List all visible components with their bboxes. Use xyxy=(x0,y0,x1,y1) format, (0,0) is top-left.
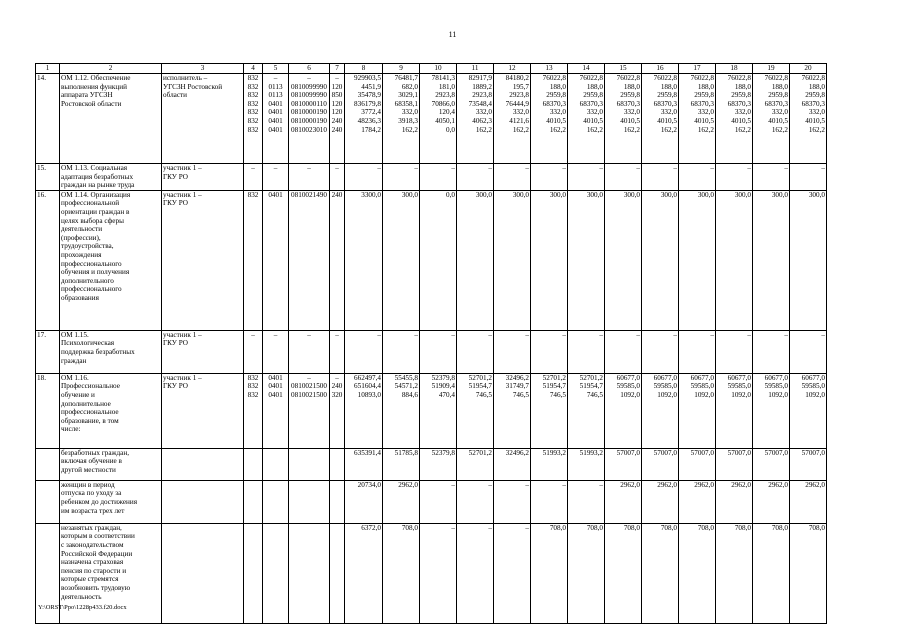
table-cell: – xyxy=(790,330,827,373)
table-cell: ОМ 1.16. Профессиональное обучение и дополнительное профессиональное образование, в том числе: xyxy=(60,373,162,448)
table-cell: – xyxy=(457,330,494,373)
table-cell: 300,0 xyxy=(753,190,790,330)
table-cell: 16. xyxy=(36,190,60,330)
table-cell xyxy=(36,480,60,523)
table-cell: 15. xyxy=(36,164,60,191)
table-cell: 2962,0 xyxy=(679,480,716,523)
table-cell: 832 xyxy=(244,190,263,330)
table-cell: – xyxy=(289,330,330,373)
column-header: 11 xyxy=(457,64,494,74)
table-cell: – xyxy=(568,164,605,191)
column-header: 8 xyxy=(345,64,383,74)
table-cell: 708,0 xyxy=(716,523,753,623)
table-cell xyxy=(36,448,60,480)
table-cell: ОМ 1.13. Социальная адаптация безработных граждан на рынке труда xyxy=(60,164,162,191)
table-cell: – xyxy=(420,480,457,523)
table-row xyxy=(36,74,827,164)
table-cell: 708,0 xyxy=(383,523,420,623)
table-cell: – xyxy=(568,480,605,523)
table-cell: – xyxy=(420,523,457,623)
table-cell xyxy=(162,523,244,623)
table-cell: 51785,8 xyxy=(383,448,420,480)
table-cell: 300,0 xyxy=(716,190,753,330)
table-row xyxy=(36,523,827,623)
table-cell: 52701,2 51954,7 746,5 xyxy=(531,373,568,448)
table-cell: – 0810021500 0810021500 xyxy=(289,373,330,448)
table-cell: – 120 850 120 120 240 240 xyxy=(330,74,345,164)
table-cell: 76022,8 188,0 2959,8 68370,3 332,0 4010,5 162,2 xyxy=(679,74,716,164)
table-cell: – 240 320 xyxy=(330,373,345,448)
table-cell: 51993,2 xyxy=(568,448,605,480)
table-cell: – xyxy=(383,164,420,191)
table-cell xyxy=(162,480,244,523)
table-cell: – xyxy=(330,164,345,191)
table-cell: – xyxy=(263,164,289,191)
table-cell: 2962,0 xyxy=(790,480,827,523)
table-row xyxy=(36,164,827,191)
table-cell: – xyxy=(679,330,716,373)
page-number: 11 xyxy=(448,30,457,39)
table-cell: 662497,4 651604,4 10893,0 xyxy=(345,373,383,448)
column-header: 16 xyxy=(642,64,679,74)
table-cell: 832 832 832 832 832 832 832 xyxy=(244,74,263,164)
table-cell xyxy=(330,480,345,523)
table-cell: исполнитель – УГСЗН Ростовской области xyxy=(162,74,244,164)
table-cell: ОМ 1.14. Организация профессиональной ориентации граждан в целях выбора сферы деятельности (профессии), трудоустройства, прохождения профессионального обучения и получения дополнительного профессионального образования xyxy=(60,190,162,330)
column-header: 7 xyxy=(330,64,345,74)
table-cell: – xyxy=(244,330,263,373)
table-cell xyxy=(330,523,345,623)
table-cell: – xyxy=(494,330,531,373)
table-cell: 60677,0 59585,0 1092,0 xyxy=(679,373,716,448)
table-cell: 20734,0 xyxy=(345,480,383,523)
table-cell: 708,0 xyxy=(568,523,605,623)
table-cell: 60677,0 59585,0 1092,0 xyxy=(753,373,790,448)
table-cell xyxy=(289,480,330,523)
column-header: 2 xyxy=(60,64,162,74)
table-cell: 76022,8 188,0 2959,8 68370,3 332,0 4010,5 162,2 xyxy=(605,74,642,164)
column-header: 17 xyxy=(679,64,716,74)
table-cell: 0401 0401 0401 xyxy=(263,373,289,448)
table-cell: – xyxy=(345,330,383,373)
table-cell: 635391,4 xyxy=(345,448,383,480)
table-cell: – xyxy=(642,164,679,191)
table-cell: 60677,0 59585,0 1092,0 xyxy=(642,373,679,448)
table-cell: – xyxy=(457,164,494,191)
table-cell: 708,0 xyxy=(605,523,642,623)
table-cell: 708,0 xyxy=(790,523,827,623)
table-cell: 76022,8 188,0 2959,8 68370,3 332,0 4010,5 162,2 xyxy=(531,74,568,164)
table-cell: – xyxy=(457,480,494,523)
table-cell: 18. xyxy=(36,373,60,448)
table-cell: ОМ 1.12. Обеспечение выполнения функций аппарата УГСЗН Ростовской области xyxy=(60,74,162,164)
table-cell: 52701,2 51954,7 746,5 xyxy=(568,373,605,448)
table-cell: 708,0 xyxy=(531,523,568,623)
table-cell: – xyxy=(494,523,531,623)
table-cell: 57007,0 xyxy=(679,448,716,480)
table-cell: 708,0 xyxy=(753,523,790,623)
table-cell: участник 1 – ГКУ РО xyxy=(162,164,244,191)
table-cell: 2962,0 xyxy=(383,480,420,523)
table-cell: – xyxy=(494,480,531,523)
table-cell: 708,0 xyxy=(679,523,716,623)
table-cell: 76481,7 682,0 3029,1 68358,1 332,0 3918,3 162,2 xyxy=(383,74,420,164)
table-cell: 52379,8 xyxy=(420,448,457,480)
table-cell: – xyxy=(244,164,263,191)
table-cell: 76022,8 188,0 2959,8 68370,3 332,0 4010,5 162,2 xyxy=(642,74,679,164)
table-cell: – xyxy=(716,330,753,373)
table-cell: 57007,0 xyxy=(716,448,753,480)
table-cell: 57007,0 xyxy=(642,448,679,480)
table-cell: 240 xyxy=(330,190,345,330)
file-path-footer: Y:\ORST\Ppo\1228p433.f20.docx xyxy=(38,604,127,611)
table-cell: ОМ 1.15. Психологическая поддержка безработных граждан xyxy=(60,330,162,373)
table-row xyxy=(36,480,827,523)
column-header: 9 xyxy=(383,64,420,74)
table-cell: 32496,2 31749,7 746,5 xyxy=(494,373,531,448)
table-cell xyxy=(244,523,263,623)
table-cell: 76022,8 188,0 2959,8 68370,3 332,0 4010,5 162,2 xyxy=(790,74,827,164)
table-cell xyxy=(162,448,244,480)
table-cell: – xyxy=(457,523,494,623)
table-cell: участник 1 – ГКУ РО xyxy=(162,330,244,373)
table-cell: 78141,3 181,0 2923,8 70866,0 120,4 4050,1 0,0 xyxy=(420,74,457,164)
table-cell: участник 1 – ГКУ РО xyxy=(162,373,244,448)
table-cell: 55455,8 54571,2 884,6 xyxy=(383,373,420,448)
table-cell: – xyxy=(330,330,345,373)
table-cell: 300,0 xyxy=(568,190,605,330)
table-cell xyxy=(263,523,289,623)
column-header: 12 xyxy=(494,64,531,74)
table-cell: 300,0 xyxy=(494,190,531,330)
table-cell: – xyxy=(531,330,568,373)
table-cell: – 0810099990 0810099990 0810000110 0810000190 0810000190 0810023010 xyxy=(289,74,330,164)
table-cell xyxy=(289,523,330,623)
column-header: 6 xyxy=(289,64,330,74)
table-cell: 300,0 xyxy=(642,190,679,330)
table-cell xyxy=(289,448,330,480)
subrow-label: безработных граждан, включая обучение в другой местности xyxy=(60,448,162,480)
budget-table xyxy=(35,63,827,624)
table-cell: 52701,2 51954,7 746,5 xyxy=(457,373,494,448)
column-header: 3 xyxy=(162,64,244,74)
table-cell: – xyxy=(605,330,642,373)
table-cell xyxy=(244,448,263,480)
table-cell: – xyxy=(716,164,753,191)
table-cell: 57007,0 xyxy=(605,448,642,480)
table-cell xyxy=(263,448,289,480)
column-header: 13 xyxy=(531,64,568,74)
table-cell: 52379,8 51909,4 470,4 xyxy=(420,373,457,448)
table-cell: 82917,9 1889,2 2923,8 73548,4 332,0 4062,3 162,2 xyxy=(457,74,494,164)
table-cell: – xyxy=(420,330,457,373)
table-row xyxy=(36,373,827,448)
column-header: 5 xyxy=(263,64,289,74)
table-cell: – 0113 0113 0401 0401 0401 0401 xyxy=(263,74,289,164)
table-cell: – xyxy=(790,164,827,191)
column-header: 18 xyxy=(716,64,753,74)
table-cell: – xyxy=(494,164,531,191)
table-cell: 17. xyxy=(36,330,60,373)
column-header: 14 xyxy=(568,64,605,74)
table-cell: 76022,8 188,0 2959,8 68370,3 332,0 4010,5 162,2 xyxy=(753,74,790,164)
table-cell: – xyxy=(345,164,383,191)
subrow-label: незанятых граждан, которым в соответствии с законодательством Российской Федерации назначена страховая пенсия по старости и которые стремятся возобновить трудовую деятельность xyxy=(60,523,162,623)
column-header: 19 xyxy=(753,64,790,74)
table-cell: 57007,0 xyxy=(790,448,827,480)
table-cell: – xyxy=(531,480,568,523)
table-cell: 929903,5 4451,9 35478,9 836179,8 3772,4 48236,3 1784,2 xyxy=(345,74,383,164)
table-cell: 51993,2 xyxy=(531,448,568,480)
column-header: 15 xyxy=(605,64,642,74)
table-cell: 84180,2 195,7 2923,8 76444,9 332,0 4121,6 162,2 xyxy=(494,74,531,164)
table-cell xyxy=(330,448,345,480)
table-cell: 6372,0 xyxy=(345,523,383,623)
table-cell: 2962,0 xyxy=(753,480,790,523)
table-cell: – xyxy=(642,330,679,373)
table-cell: – xyxy=(568,330,605,373)
column-header: 10 xyxy=(420,64,457,74)
table-cell: 32496,2 xyxy=(494,448,531,480)
table-cell: 76022,8 188,0 2959,8 68370,3 332,0 4010,5 162,2 xyxy=(568,74,605,164)
table-cell: – xyxy=(420,164,457,191)
table-cell: 832 832 832 xyxy=(244,373,263,448)
table-cell: 3300,0 xyxy=(345,190,383,330)
table-cell: 52701,2 xyxy=(457,448,494,480)
column-header: 4 xyxy=(244,64,263,74)
column-header: 20 xyxy=(790,64,827,74)
table-row xyxy=(36,190,827,330)
table-cell: 2962,0 xyxy=(605,480,642,523)
subrow-label: женщин в период отпуска по уходу за ребенком до достижения им возраста трех лет xyxy=(60,480,162,523)
header-row xyxy=(36,64,827,74)
table-cell: 2962,0 xyxy=(642,480,679,523)
table-cell: 300,0 xyxy=(383,190,420,330)
table-cell: участник 1 – ГКУ РО xyxy=(162,190,244,330)
table-cell: 0,0 xyxy=(420,190,457,330)
table-cell: – xyxy=(605,164,642,191)
table-cell: 0401 xyxy=(263,190,289,330)
table-cell: 60677,0 59585,0 1092,0 xyxy=(605,373,642,448)
table-cell: – xyxy=(531,164,568,191)
table-cell xyxy=(244,480,263,523)
table-cell: – xyxy=(753,164,790,191)
table-cell: 60677,0 59585,0 1092,0 xyxy=(790,373,827,448)
table-row xyxy=(36,448,827,480)
table-cell: 60677,0 59585,0 1092,0 xyxy=(716,373,753,448)
table-cell: 76022,8 188,0 2959,8 68370,3 332,0 4010,5 162,2 xyxy=(716,74,753,164)
table-cell: 300,0 xyxy=(790,190,827,330)
table-cell: 300,0 xyxy=(605,190,642,330)
table-cell: 300,0 xyxy=(531,190,568,330)
table-cell: 300,0 xyxy=(679,190,716,330)
table-cell: – xyxy=(289,164,330,191)
table-cell: 0810021490 xyxy=(289,190,330,330)
table-row xyxy=(36,330,827,373)
table-cell: – xyxy=(383,330,420,373)
table-cell xyxy=(263,480,289,523)
column-header: 1 xyxy=(36,64,60,74)
table-cell: – xyxy=(753,330,790,373)
table-cell: 57007,0 xyxy=(753,448,790,480)
table-cell: 14. xyxy=(36,74,60,164)
table-cell: – xyxy=(679,164,716,191)
table-cell: – xyxy=(263,330,289,373)
table-cell: 2962,0 xyxy=(716,480,753,523)
table-cell: 708,0 xyxy=(642,523,679,623)
table-cell: 300,0 xyxy=(457,190,494,330)
